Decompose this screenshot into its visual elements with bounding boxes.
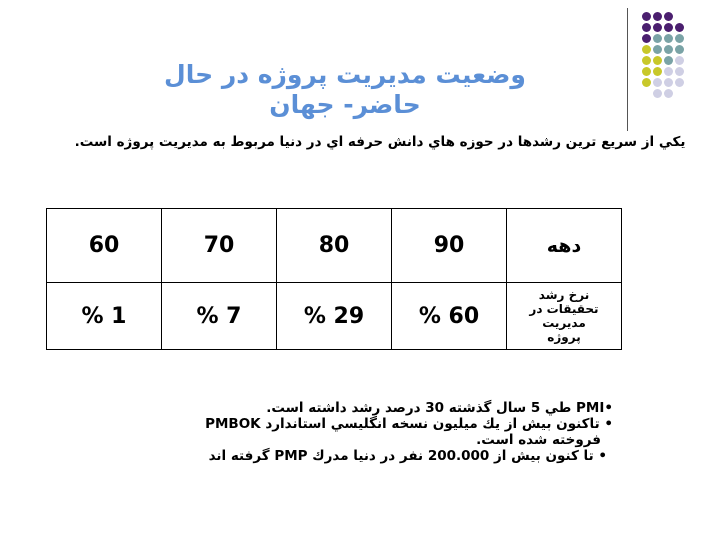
slide-title bbox=[110, 60, 580, 120]
logo-dot bbox=[675, 56, 684, 65]
decade-60: 60 bbox=[47, 209, 162, 283]
logo-dot bbox=[675, 67, 684, 76]
logo-dot bbox=[664, 34, 673, 43]
logo-dot-grid bbox=[640, 10, 720, 110]
title-line-2: حاضر- جهان bbox=[269, 90, 421, 119]
logo-dot bbox=[664, 23, 673, 32]
growth-table bbox=[46, 208, 622, 350]
slide-subtitle bbox=[0, 134, 720, 150]
logo-dot bbox=[675, 78, 684, 87]
table-header-row bbox=[47, 209, 622, 283]
logo-dot bbox=[653, 45, 662, 54]
logo-dot bbox=[664, 56, 673, 65]
logo-dot bbox=[642, 45, 651, 54]
rate-90: % 60 bbox=[392, 283, 507, 350]
logo-dot bbox=[653, 78, 662, 87]
logo-dot bbox=[664, 67, 673, 76]
logo-dot bbox=[642, 12, 651, 21]
bullet-list bbox=[70, 400, 613, 464]
bullet-1-marker: • bbox=[604, 400, 613, 416]
logo-dot bbox=[653, 12, 662, 21]
logo-dot bbox=[642, 23, 651, 32]
bullet-2-line-1: • تاكنون بيش از يك ميليون نسخه انگليسي استاندارد PMBOK bbox=[205, 416, 613, 432]
decade-80: 80 bbox=[277, 209, 392, 283]
logo-dot bbox=[664, 89, 673, 98]
logo-dot bbox=[653, 89, 662, 98]
subtitle-text: يكي از سريع ترين رشدها در حوزه هاي دانش حرفه اي در دنيا مربوط به مديريت پروژه است. bbox=[74, 134, 686, 150]
bullet-2-line-2: فروخته شده است. bbox=[476, 432, 601, 448]
logo-dot bbox=[664, 78, 673, 87]
rate-70: % 7 bbox=[162, 283, 277, 350]
logo-dot bbox=[653, 56, 662, 65]
bullet-1 bbox=[70, 400, 613, 416]
logo-dot bbox=[675, 23, 684, 32]
bullet-1-text: PMI طي 5 سال گذشته 30 درصد رشد داشته است. bbox=[266, 400, 605, 416]
logo-dot bbox=[642, 67, 651, 76]
table-data-row bbox=[47, 283, 622, 350]
decade-90: 90 bbox=[392, 209, 507, 283]
logo-dot bbox=[653, 23, 662, 32]
decade-header-label: دهه bbox=[507, 209, 622, 283]
logo-dot bbox=[642, 78, 651, 87]
logo-dot bbox=[675, 34, 684, 43]
logo-divider-line bbox=[627, 8, 628, 131]
logo-dot bbox=[642, 56, 651, 65]
logo-dot bbox=[642, 34, 651, 43]
logo-dot bbox=[664, 45, 673, 54]
logo-dot bbox=[664, 12, 673, 21]
rate-60: % 1 bbox=[47, 283, 162, 350]
rate-80: % 29 bbox=[277, 283, 392, 350]
decade-70: 70 bbox=[162, 209, 277, 283]
bullet-3: • تا كنون بيش از 200.000 نفر در دنيا مدرك PMP گرفته اند bbox=[208, 448, 607, 464]
title-line-1: وضعيت مديريت پروژه در حال bbox=[164, 60, 526, 89]
logo-dot bbox=[653, 67, 662, 76]
logo-dot bbox=[675, 45, 684, 54]
growth-rate-row-label: نرخ رشد تحقيقات در مديريت پروژه bbox=[507, 283, 622, 350]
logo-dot bbox=[653, 34, 662, 43]
